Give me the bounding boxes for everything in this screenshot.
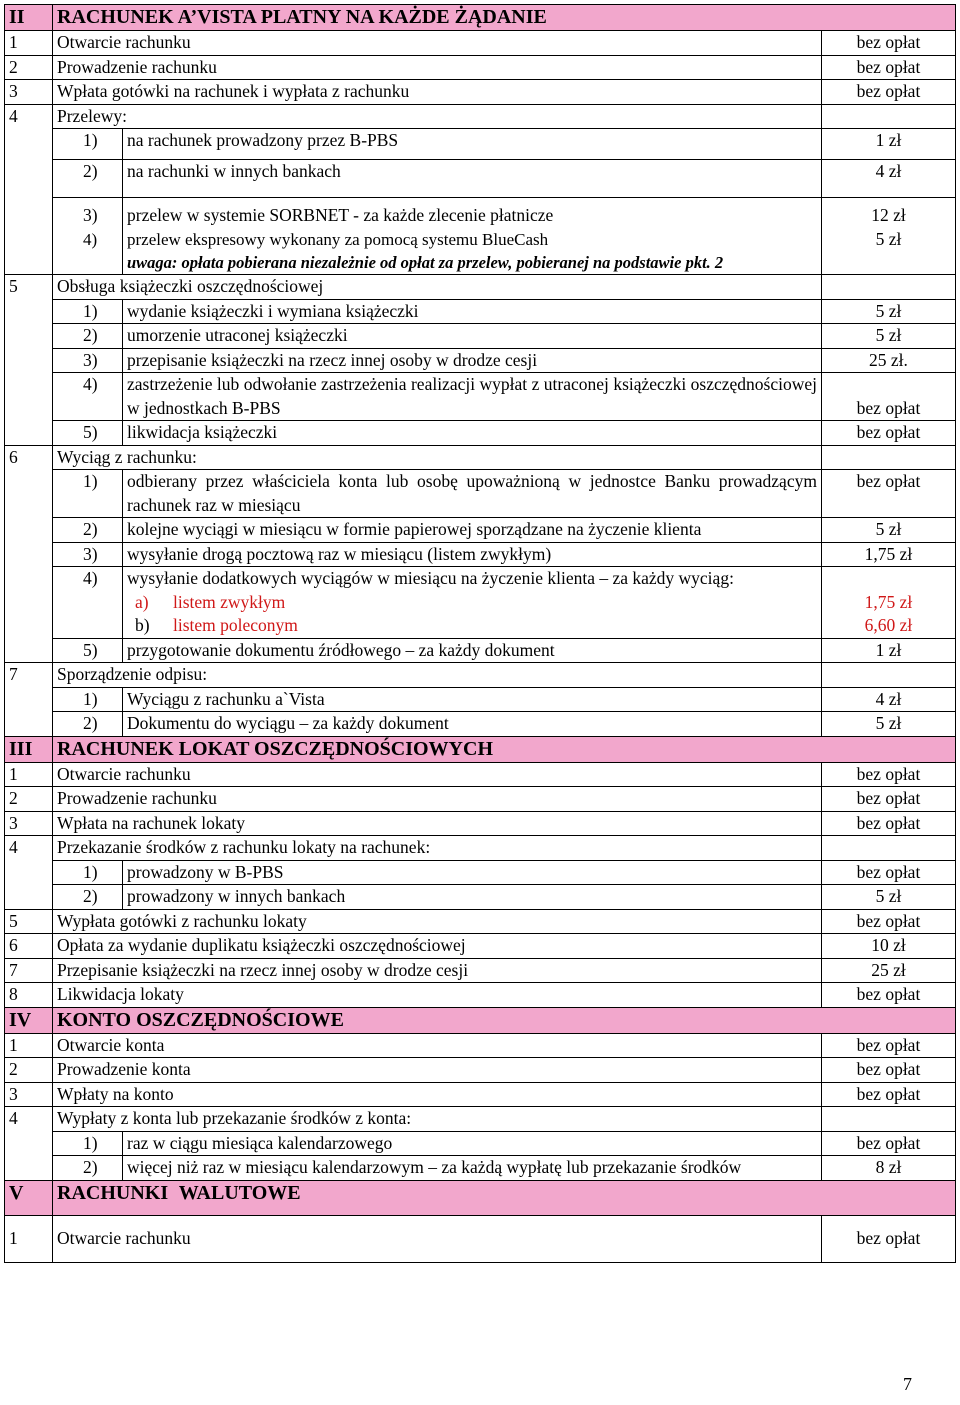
sub-text: raz w ciągu miesiąca kalendarzowego [123, 1131, 822, 1156]
sub-number: 2) [53, 160, 123, 198]
item-text: Wypłaty z konta lub przekazanie środków z konta: [53, 1107, 822, 1132]
item-fee: 25 zł [821, 958, 955, 983]
sub-number: 4) [53, 567, 123, 639]
sub-text: kolejne wyciągi w miesiącu w formie papierowej sporządzane na życzenie klienta [123, 518, 822, 543]
sub-number: 2) [53, 885, 123, 910]
table-row [5, 663, 956, 688]
sub-number: 1) [53, 1131, 123, 1156]
sub-fee: 8 zł [821, 1156, 955, 1181]
sub-sub-fee: 1,75 zł [864, 591, 913, 612]
sub-number: 4) [53, 373, 123, 421]
sub-row [5, 160, 956, 198]
section-number: III [5, 736, 53, 762]
sub-fee: 5 zł [821, 324, 955, 349]
sub-text: przelew ekspresowy wykonany za pomocą systemu BlueCash [127, 229, 549, 249]
item-number: 2 [5, 55, 53, 80]
sub-row [5, 129, 956, 160]
item-fee: 10 zł [821, 934, 955, 959]
table-row [5, 104, 956, 129]
item-text: Otwarcie rachunku [53, 762, 822, 787]
item-text: Prowadzenie rachunku [53, 55, 822, 80]
table-row [5, 1082, 956, 1107]
sub-number: 1) [53, 470, 123, 518]
sub-number: 5) [53, 421, 123, 446]
item-text: Prowadzenie konta [53, 1058, 822, 1083]
sub-row [5, 1156, 956, 1181]
item-fee: bez opłat [821, 762, 955, 787]
item-number: 7 [5, 663, 53, 737]
sub-sub-number: b) [135, 615, 150, 635]
sub-row [5, 299, 956, 324]
sub-fee: 5 zł [821, 518, 955, 543]
item-number: 3 [5, 1082, 53, 1107]
sub-text: likwidacja książeczki [123, 421, 822, 446]
item-fee: bez opłat [821, 787, 955, 812]
section-title: RACHUNEK LOKAT OSZCZĘDNOŚCIOWYCH [53, 736, 956, 762]
item-text: Opłata za wydanie duplikatu książeczki oszczędnościowej [53, 934, 822, 959]
sub-fee: bez opłat [821, 860, 955, 885]
item-text: Likwidacja lokaty [53, 983, 822, 1008]
item-text: Wpłata na rachunek lokaty [53, 811, 822, 836]
sub-sub-text: listem poleconym [173, 615, 298, 635]
sub-fee: bez opłat [821, 1131, 955, 1156]
sub-row [5, 860, 956, 885]
sub-row [5, 687, 956, 712]
sub-number: 1) [53, 687, 123, 712]
sub-fee: 12 zł [821, 198, 955, 228]
item-number: 2 [5, 787, 53, 812]
sub-number: 3) [53, 198, 123, 228]
item-text: Sporządzenie odpisu: [53, 663, 822, 688]
sub-row [5, 348, 956, 373]
item-fee: bez opłat [821, 909, 955, 934]
item-text: Przepisanie książeczki na rzecz innej osoby w drodze cesji [53, 958, 822, 983]
item-number: 6 [5, 445, 53, 663]
item-number: 1 [5, 762, 53, 787]
table-row [5, 1107, 956, 1132]
sub-fee: bez opłat [821, 421, 955, 446]
table-row [5, 275, 956, 300]
table-row [5, 31, 956, 56]
item-number: 8 [5, 983, 53, 1008]
item-number: 4 [5, 836, 53, 910]
page-number: 7 [903, 1374, 912, 1394]
sub-fee: 4 zł [821, 160, 955, 198]
section-header-ii [5, 5, 956, 31]
item-number: 7 [5, 958, 53, 983]
item-text: Przekazanie środków z rachunku lokaty na rachunek: [53, 836, 822, 861]
fee-table-document [4, 4, 956, 1263]
table-row [5, 836, 956, 861]
item-text: Wypłata gotówki z rachunku lokaty [53, 909, 822, 934]
sub-text: przepisanie książeczki na rzecz innej osoby w drodze cesji [123, 348, 822, 373]
sub-text: prowadzony w B-PBS [123, 860, 822, 885]
table-row [5, 934, 956, 959]
item-text: Wpłata gotówki na rachunek i wypłata z rachunku [53, 80, 822, 105]
item-fee: bez opłat [821, 55, 955, 80]
sub-fee: 25 zł. [821, 348, 955, 373]
sub-row [5, 518, 956, 543]
section-header-iii [5, 736, 956, 762]
sub-row [5, 324, 956, 349]
sub-number: 3) [53, 542, 123, 567]
sub-sub-fee: 6,60 zł [864, 615, 913, 635]
sub-text: wysyłanie drogą pocztową raz w miesiącu (listem zwykłym) [123, 542, 822, 567]
item-number: 3 [5, 811, 53, 836]
sub-number: 3) [53, 348, 123, 373]
item-number: 2 [5, 1058, 53, 1083]
table-row [5, 958, 956, 983]
item-number: 5 [5, 909, 53, 934]
section-number: IV [5, 1007, 53, 1033]
item-number: 1 [5, 1215, 53, 1262]
item-fee: bez opłat [821, 31, 955, 56]
table-row [5, 762, 956, 787]
sub-row [5, 712, 956, 737]
section-header-iv [5, 1007, 956, 1033]
sub-row [5, 373, 956, 421]
item-fee: bez opłat [821, 1215, 955, 1262]
sub-row [5, 885, 956, 910]
table-row [5, 1058, 956, 1083]
item-number: 6 [5, 934, 53, 959]
sub-sub-text: listem zwykłym [173, 591, 286, 612]
item-text: Wyciąg z rachunku: [53, 445, 822, 470]
table-row [5, 1215, 956, 1262]
sub-note: uwaga: opłata pobierana niezależnie od opłat za przelew, pobieranej na podstawie pkt. 2 [127, 253, 724, 272]
table-row [5, 445, 956, 470]
sub-text: odbierany przez właściciela konta lub osobę upoważnioną w jednostce Banku prowadzącym rachunek raz w miesiącu [123, 470, 822, 518]
sub-row [5, 542, 956, 567]
section-header-v [5, 1180, 956, 1215]
section-title: RACHUNEK A’VISTA PLATNY NA KAŻDE ŻĄDANIE [53, 5, 956, 31]
sub-fee: 4 zł [821, 687, 955, 712]
sub-text: na rachunki w innych bankach [123, 160, 822, 198]
section-title: KONTO OSZCZĘDNOŚCIOWE [53, 1007, 956, 1033]
item-fee: bez opłat [821, 80, 955, 105]
sub-fee: 1 zł [821, 638, 955, 663]
item-number: 3 [5, 80, 53, 105]
sub-number: 2) [53, 518, 123, 543]
item-text: Obsługa książeczki oszczędnościowej [53, 275, 822, 300]
fee-table [4, 4, 956, 1263]
section-title: RACHUNKI WALUTOWE [53, 1180, 956, 1215]
table-row [5, 787, 956, 812]
item-text: Przelewy: [53, 104, 822, 129]
item-fee: bez opłat [821, 1058, 955, 1083]
table-row [5, 983, 956, 1008]
sub-number: 1) [53, 299, 123, 324]
sub-sub-row [127, 591, 817, 615]
sub-row [5, 567, 956, 639]
item-fee: bez opłat [821, 811, 955, 836]
item-number: 4 [5, 1107, 53, 1181]
sub-fee: 1,75 zł [821, 542, 955, 567]
item-number: 1 [5, 31, 53, 56]
sub-number: 5) [53, 638, 123, 663]
sub-fee: bez opłat [821, 470, 955, 518]
sub-text: Dokumentu do wyciągu – za każdy dokument [123, 712, 822, 737]
sub-text: przygotowanie dokumentu źródłowego – za każdy dokument [123, 638, 822, 663]
sub-number: 2) [53, 712, 123, 737]
sub-text: przelew w systemie SORBNET - za każde zlecenie płatnicze [123, 198, 822, 228]
sub-sub-number: a) [135, 591, 149, 612]
sub-number: 2) [53, 324, 123, 349]
item-text: Otwarcie rachunku [53, 1215, 822, 1262]
sub-fee: 5 zł [821, 885, 955, 910]
sub-sub-row [127, 614, 817, 638]
sub-fee: 1 zł [821, 129, 955, 160]
item-fee: bez opłat [821, 983, 955, 1008]
sub-text: umorzenie utraconej książeczki [123, 324, 822, 349]
sub-row [5, 228, 956, 275]
section-number: II [5, 5, 53, 31]
sub-number: 4) [53, 228, 123, 275]
sub-row [5, 1131, 956, 1156]
item-number: 4 [5, 104, 53, 275]
item-number: 5 [5, 275, 53, 446]
sub-text: więcej niż raz w miesiącu kalendarzowym – za każdą wypłatę lub przekazanie środków [123, 1156, 822, 1181]
table-row [5, 811, 956, 836]
table-row [5, 80, 956, 105]
sub-number: 2) [53, 1156, 123, 1181]
sub-fee: 5 zł [821, 712, 955, 737]
table-row [5, 909, 956, 934]
sub-row [5, 198, 956, 228]
sub-text: na rachunek prowadzony przez B-PBS [123, 129, 822, 160]
item-text: Prowadzenie rachunku [53, 787, 822, 812]
item-text: Otwarcie rachunku [53, 31, 822, 56]
section-number: V [5, 1180, 53, 1215]
item-text: Wpłaty na konto [53, 1082, 822, 1107]
sub-number: 1) [53, 129, 123, 160]
item-fee: bez opłat [821, 1033, 955, 1058]
sub-text: zastrzeżenie lub odwołanie zastrzeżenia realizacji wypłat z utraconej książeczki oszczędnościowej w jednostkach B-PBS [123, 373, 822, 421]
sub-text: wydanie książeczki i wymiana książeczki [123, 299, 822, 324]
sub-row [5, 421, 956, 446]
table-row [5, 55, 956, 80]
item-text: Otwarcie konta [53, 1033, 822, 1058]
sub-fee: bez opłat [821, 373, 955, 421]
sub-text: wysyłanie dodatkowych wyciągów w miesiącu na życzenie klienta – za każdy wyciąg: [127, 568, 734, 588]
sub-number: 1) [53, 860, 123, 885]
item-number: 1 [5, 1033, 53, 1058]
sub-row [5, 638, 956, 663]
sub-row [5, 470, 956, 518]
sub-text: Wyciągu z rachunku a`Vista [123, 687, 822, 712]
sub-fee: 5 zł [821, 228, 955, 275]
sub-text: prowadzony w innych bankach [123, 885, 822, 910]
item-fee: bez opłat [821, 1082, 955, 1107]
table-row [5, 1033, 956, 1058]
sub-fee: 5 zł [821, 299, 955, 324]
